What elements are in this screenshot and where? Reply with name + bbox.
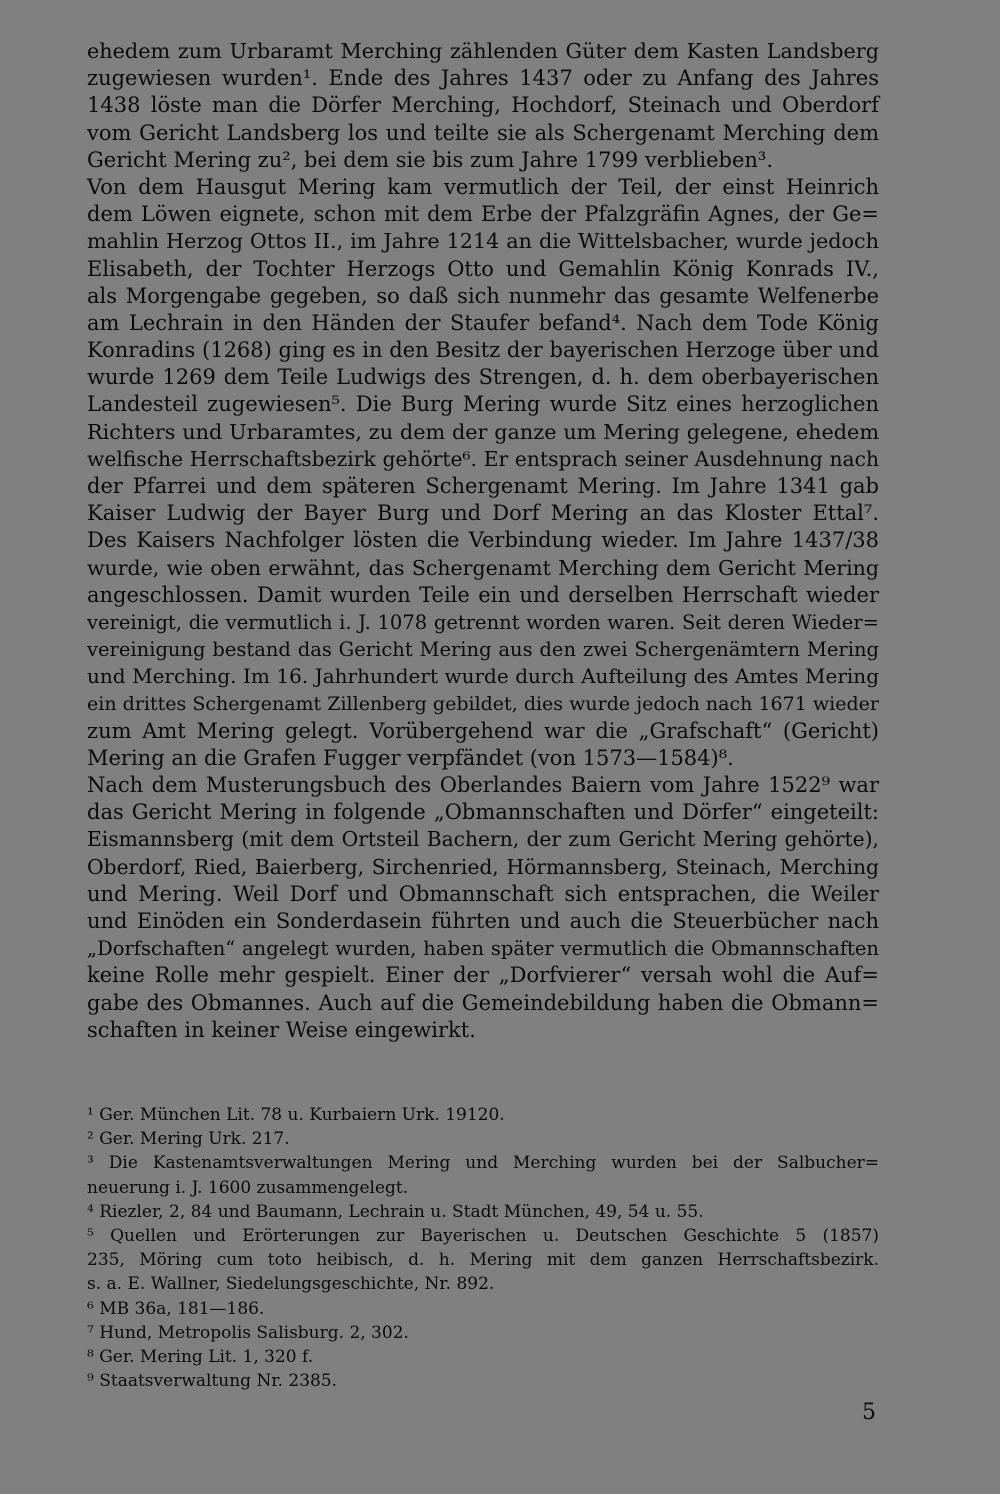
footnote-line: ² Ger. Mering Urk. 217. (87, 1129, 290, 1150)
text-line: vom Gericht Landsberg los und teilte sie als Schergenamt Merching dem (87, 120, 879, 145)
footnote-line: ⁶ MB 36a, 181—186. (87, 1298, 265, 1319)
footnote-line: 235, Möring cum toto heibisch, d. h. Mering mit dem ganzen Herrschaftsbezirk. (87, 1250, 879, 1271)
text-line: Des Kaisers Nachfolger lösten die Verbindung wieder. Im Jahre 1437/38 (87, 528, 879, 553)
text-line: und Merching. Im 16. Jahrhundert wurde durch Aufteilung des Amtes Mering (87, 664, 879, 689)
main-text (87, 38, 879, 1044)
page-number: 5 (862, 1400, 876, 1425)
text-line: ehedem zum Urbaramt Merching zählenden Güter dem Kasten Landsberg (87, 39, 879, 63)
text-line: das Gericht Mering in folgende „Obmannschaften und Dörfer“ eingeteilt: (87, 800, 879, 825)
text-line: schaften in keiner Weise eingewirkt. (87, 1017, 476, 1042)
footnote-line: ⁹ Staatsverwaltung Nr. 2385. (87, 1371, 338, 1392)
text-line: am Lechrain in den Händen der Staufer befand⁴. Nach dem Tode König (87, 310, 879, 335)
text-line: Kaiser Ludwig der Bayer Burg und Dorf Mering an das Kloster Ettal⁷. (87, 501, 879, 526)
footnote-line: s. a. E. Wallner, Siedelungsgeschichte, Nr. 892. (87, 1274, 495, 1295)
text-line: zugewiesen wurden¹. Ende des Jahres 1437 oder zu Anfang des Jahres (87, 66, 879, 91)
text-line: gabe des Obmannes. Auch auf die Gemeindebildung haben die Obmann= (87, 990, 879, 1015)
text-line: wurde 1269 dem Teile Ludwigs des Strengen, d. h. dem oberbayerischen (87, 365, 879, 390)
footnote-line: ⁵ Quellen und Erörterungen zur Bayerischen u. Deutschen Geschichte 5 (1857) (87, 1225, 879, 1246)
text-line: Von dem Hausgut Mering kam vermutlich der Teil, der einst Heinrich (87, 174, 879, 199)
footnote-line: ³ Die Kastenamtsverwaltungen Mering und Merching wurden bei der Salbucher= (87, 1153, 879, 1174)
text-line: Nach dem Musterungsbuch des Oberlandes Baiern vom Jahre 1522⁹ war (87, 773, 879, 798)
text-line: keine Rolle mehr gespielt. Einer der „Dorfvierer“ versah wohl die Auf= (87, 963, 879, 988)
text-line: Oberdorf, Ried, Baierberg, Sirchenried, Hörmannsberg, Steinach, Merching (87, 854, 879, 879)
text-line: ein drittes Schergenamt Zillenberg gebildet, dies wurde jedoch nach 1671 wieder (87, 692, 879, 715)
text-line: „Dorfschaften“ angelegt wurden, haben später vermutlich die Obmannschaften (87, 937, 879, 961)
text-line: angeschlossen. Damit wurden Teile ein und derselben Herrschaft wieder (87, 582, 879, 607)
text-line: dem Löwen eignete, schon mit dem Erbe der Pfalzgräfin Agnes, der Ge= (87, 202, 879, 227)
text-line: zum Amt Mering gelegt. Vorübergehend war die „Grafschaft“ (Gericht) (87, 718, 879, 743)
text-line: vereinigt, die vermutlich i. J. 1078 getrennt worden waren. Seit deren Wieder= (87, 610, 879, 634)
page-body (87, 38, 879, 1044)
footnote-line: ⁸ Ger. Mering Lit. 1, 320 f. (87, 1346, 314, 1367)
text-line: und Mering. Weil Dorf und Obmannschaft sich entsprachen, die Weiler (87, 881, 879, 906)
text-line: Richters und Urbaramtes, zu dem der ganze um Mering gelegene, ehedem (87, 419, 879, 444)
text-line: und Einöden ein Sonderdasein führten und auch die Steuerbücher nach (87, 909, 879, 933)
text-line: welfische Herrschaftsbezirk gehörte⁶. Er entsprach seiner Ausdehnung nach (87, 446, 879, 471)
footnotes (87, 1103, 879, 1393)
footnote-line: neuerung i. J. 1600 zusammengelegt. (87, 1177, 409, 1198)
text-line: wurde, wie oben erwähnt, das Schergenamt Merching dem Gericht Mering (87, 555, 879, 580)
text-line: Eismannsberg (mit dem Ortsteil Bachern, der zum Gericht Mering gehörte), (87, 827, 879, 852)
text-line: der Pfarrei und dem späteren Schergenamt Mering. Im Jahre 1341 gab (87, 474, 879, 498)
text-line: Landesteil zugewiesen⁵. Die Burg Mering wurde Sitz eines herzoglichen (87, 392, 879, 417)
text-line: vereinigung bestand das Gericht Mering aus den zwei Schergenämtern Mering (87, 638, 879, 662)
text-line: Gericht Mering zu², bei dem sie bis zum Jahre 1799 verblieben³. (87, 147, 773, 172)
text-line: Konradins (1268) ging es in den Besitz der bayerischen Herzoge über und (87, 338, 879, 363)
footnote-line: ¹ Ger. München Lit. 78 u. Kurbaiern Urk. 19120. (87, 1105, 505, 1125)
text-line: als Morgengabe gegeben, so daß sich nunmehr das gesamte Welfenerbe (87, 283, 879, 308)
footnote-line: ⁷ Hund, Metropolis Salisburg. 2, 302. (87, 1322, 409, 1343)
text-line: Mering an die Grafen Fugger verpfändet (von 1573—1584)⁸. (87, 745, 734, 770)
text-line: 1438 löste man die Dörfer Merching, Hochdorf, Steinach und Oberdorf (87, 93, 879, 118)
footnote-line: ⁴ Riezler, 2, 84 und Baumann, Lechrain u. Stadt München, 49, 54 u. 55. (87, 1201, 704, 1222)
text-line: Elisabeth, der Tochter Herzogs Otto und Gemahlin König Konrads IV., (87, 256, 879, 281)
text-line: mahlin Herzog Ottos II., im Jahre 1214 an die Wittelsbacher, wurde jedoch (87, 229, 879, 254)
